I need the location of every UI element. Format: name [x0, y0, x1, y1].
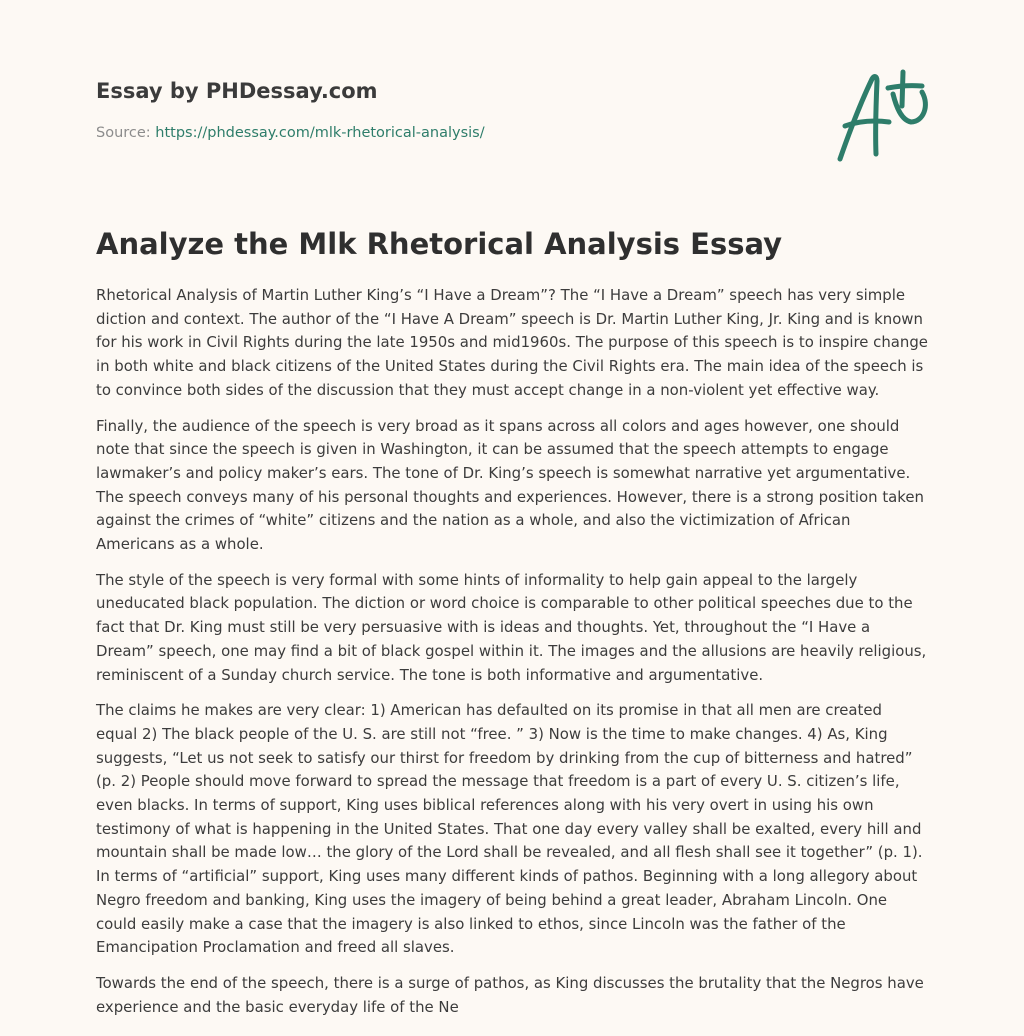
essay-title: Analyze the Mlk Rhetorical Analysis Essay [96, 227, 783, 261]
essay-paragraph: Rhetorical Analysis of Martin Luther King’s “I Have a Dream”? The “I Have a Dream” speech has very simple diction and context. The author of the “I Have A Dream” speech is Dr. Martin Luther King, Jr. King and is known for his work in Civil Rights during the late 1950s and mid1960s. The purpose of this speech is to inspire change in both white and black citizens of the United States during the Civil Rights era. The main idea of the speech is to convince both sides of the discussion that they must accept change in a non-violent yet effective way. [96, 286, 928, 399]
essay-paragraph: Finally, the audience of the speech is very broad as it spans across all colors and ages however, one should note that since the speech is given in Washington, it can be assumed that the speech attempts to engage lawmaker’s and policy maker’s ears. The tone of Dr. King’s speech is somewhat narrative yet argumentative. The speech conveys many of his personal thoughts and experiences. However, there is a strong position taken against the crimes of “white” citizens and the nation as a whole, and also the victimization of African Americans as a whole. [96, 416, 924, 554]
source-link[interactable]: https://phdessay.com/mlk-rhetorical-analysis/ [155, 125, 485, 141]
essay-paragraph: Towards the end of the speech, there is a surge of pathos, as King discusses the brutality that the Negros have experience and the basic everyday life of the Ne [96, 973, 924, 1016]
site-brand: Essay by PHDessay.com [96, 79, 378, 103]
essay-paragraph: The style of the speech is very formal with some hints of informality to help gain appeal to the largely uneducated black population. The diction or word choice is comparable to other political speeches due to the fact that Dr. King must still be very persuasive with is ideas and thoughts. Yet, throughout the “I Have a Dream” speech, one may find a bit of black gospel within it. The images and the allusions are heavily religious, reminiscent of a Sunday church service. The tone is both informative and argumentative. [96, 570, 927, 684]
source-line [96, 123, 485, 143]
a-plus-logo-icon [826, 66, 936, 166]
source-label: Source: [96, 125, 156, 141]
essay-body [96, 284, 928, 1019]
page-header [96, 0, 928, 200]
essay-paragraph: The claims he makes are very clear: 1) American has defaulted on its promise in that all men are created equal 2) The black people of the U. S. are still not “free. ” 3) Now is the time to make changes. 4) As, King suggests, “Let us not seek to satisfy our thirst for freedom by drinking from the cup of bitterness and hatred” (p. 2) People should move forward to spread the message that freedom is a part of every U. S. citizen’s life, even blacks. In terms of support, King uses biblical references along with his very overt in using his own testimony of what is happening in the United States. That one day every valley shall be exalted, every hill and mountain shall be made low… the glory of the Lord shall be revealed, and all flesh shall see it together” (p. 1). In terms of “artificial” support, King uses many different kinds of pathos. Beginning with a long allegory about Negro freedom and banking, King uses the imagery of being behind a great leader, Abraham Lincoln. One could easily make a case that the imagery is also linked to ethos, since Lincoln was the father of the Emancipation Proclamation and freed all slaves. [96, 701, 923, 957]
